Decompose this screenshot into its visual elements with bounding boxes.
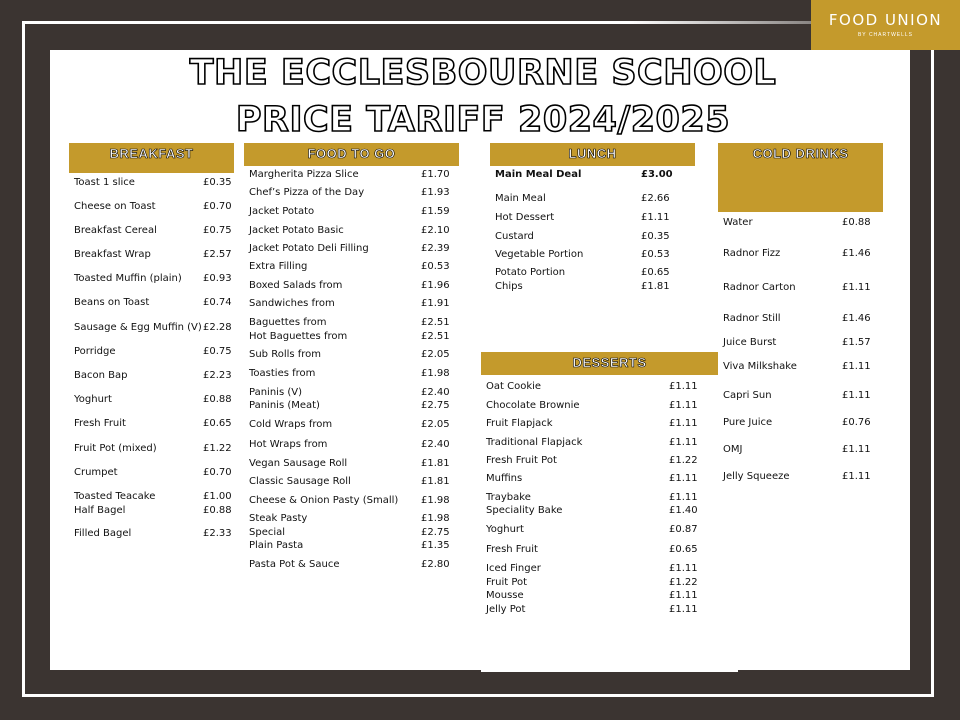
item-price: £2.80 bbox=[421, 559, 450, 570]
item-name: Breakfast Cereal bbox=[74, 225, 157, 236]
item-name: Main Meal bbox=[495, 193, 546, 204]
item-price: £1.96 bbox=[421, 280, 450, 291]
item-name: Water bbox=[723, 217, 753, 228]
item-name: Fresh Fruit bbox=[74, 418, 126, 429]
item-price: £1.11 bbox=[842, 471, 871, 482]
item-price: £2.57 bbox=[203, 249, 232, 260]
item-price: £1.11 bbox=[641, 212, 670, 223]
item-price: £1.11 bbox=[842, 282, 871, 293]
item-price: £0.76 bbox=[842, 417, 871, 428]
item-name: Jacket Potato Basic bbox=[249, 225, 344, 236]
item-name: Chips bbox=[495, 281, 523, 292]
item-price: £2.75 bbox=[421, 527, 450, 538]
item-price: £1.22 bbox=[669, 577, 698, 588]
item-price: £1.81 bbox=[641, 281, 670, 292]
item-name: Jacket Potato bbox=[249, 206, 315, 217]
item-name: Chocolate Brownie bbox=[486, 400, 580, 411]
item-price: £1.22 bbox=[203, 443, 232, 454]
item-price: £2.39 bbox=[421, 243, 450, 254]
item-name: Radnor Fizz bbox=[723, 248, 781, 259]
item-price: £0.53 bbox=[641, 249, 670, 260]
item-price: £0.35 bbox=[203, 177, 232, 188]
item-name: Traybake bbox=[486, 492, 531, 503]
food-to-go-header: FOOD TO GO bbox=[244, 143, 459, 166]
cold-drinks-header: COLD DRINKS bbox=[718, 143, 883, 212]
item-price: £1.11 bbox=[669, 473, 698, 484]
item-price: £1.46 bbox=[842, 248, 871, 259]
item-price: £1.98 bbox=[421, 368, 450, 379]
item-price: £1.11 bbox=[842, 390, 871, 401]
item-name: Fruit Pot bbox=[486, 577, 528, 588]
item-price: £0.53 bbox=[421, 261, 450, 272]
item-name: Hot Dessert bbox=[495, 212, 555, 223]
item-price: £2.33 bbox=[203, 528, 232, 539]
item-name: Porridge bbox=[74, 346, 116, 357]
title-tariff: PRICE TARIFF 2024/2025 bbox=[235, 100, 731, 140]
item-price: £1.70 bbox=[421, 169, 450, 180]
item-name: Classic Sausage Roll bbox=[249, 476, 351, 487]
item-price: £1.40 bbox=[669, 505, 698, 516]
item-price: £0.65 bbox=[203, 418, 232, 429]
item-price: £0.93 bbox=[203, 273, 232, 284]
item-name: Oat Cookie bbox=[486, 381, 542, 392]
item-price: £0.88 bbox=[842, 217, 871, 228]
item-name: Radnor Still bbox=[723, 313, 781, 324]
item-price: £1.11 bbox=[842, 444, 871, 455]
item-name: Custard bbox=[495, 231, 534, 242]
item-price: £1.98 bbox=[421, 513, 450, 524]
item-name: Breakfast Wrap bbox=[74, 249, 151, 260]
item-name: Cheese & Onion Pasty (Small) bbox=[249, 495, 399, 506]
item-name: Special bbox=[249, 527, 286, 538]
item-name: Radnor Carton bbox=[723, 282, 796, 293]
item-name: Potato Portion bbox=[495, 267, 566, 278]
item-name: Toasties from bbox=[249, 368, 316, 379]
item-price: £0.75 bbox=[203, 346, 232, 357]
item-name: Paninis (Meat) bbox=[249, 400, 320, 411]
item-name: Half Bagel bbox=[74, 505, 126, 516]
item-name: Plain Pasta bbox=[249, 540, 304, 551]
item-name: Paninis (V) bbox=[249, 387, 302, 398]
food-union-logo bbox=[811, 0, 960, 50]
item-price: £1.98 bbox=[421, 495, 450, 506]
item-name: Jelly Squeeze bbox=[723, 471, 790, 482]
item-price: £1.00 bbox=[203, 491, 232, 502]
item-price: £1.46 bbox=[842, 313, 871, 324]
item-name: Hot Baguettes from bbox=[249, 331, 348, 342]
item-name: Vegan Sausage Roll bbox=[249, 458, 348, 469]
item-price: £1.59 bbox=[421, 206, 450, 217]
item-price: £1.81 bbox=[421, 476, 450, 487]
item-price: £2.51 bbox=[421, 317, 450, 328]
item-name: Jelly Pot bbox=[486, 604, 526, 615]
item-name: Extra Filling bbox=[249, 261, 308, 272]
item-name: Filled Bagel bbox=[74, 528, 132, 539]
desserts-section bbox=[481, 352, 738, 672]
item-price: £0.65 bbox=[641, 267, 670, 278]
item-name: Pure Juice bbox=[723, 417, 773, 428]
item-price: £2.75 bbox=[421, 400, 450, 411]
item-name: Viva Milkshake bbox=[723, 361, 797, 372]
item-price: £2.05 bbox=[421, 419, 450, 430]
item-name: Baguettes from bbox=[249, 317, 327, 328]
item-price: £0.70 bbox=[203, 467, 232, 478]
item-name: Fruit Pot (mixed) bbox=[74, 443, 157, 454]
lunch-section bbox=[490, 143, 695, 303]
item-name: Juice Burst bbox=[723, 337, 777, 348]
item-price: £1.11 bbox=[669, 492, 698, 503]
item-name: Sandwiches from bbox=[249, 298, 335, 309]
item-price: £0.87 bbox=[669, 524, 698, 535]
item-name: Toast 1 slice bbox=[74, 177, 135, 188]
desserts-header: DESSERTS bbox=[481, 352, 738, 375]
item-name: Cold Wraps from bbox=[249, 419, 333, 430]
item-price: £2.66 bbox=[641, 193, 670, 204]
item-name: Boxed Salads from bbox=[249, 280, 343, 291]
item-price: £1.11 bbox=[669, 590, 698, 601]
item-price: £2.40 bbox=[421, 387, 450, 398]
item-name: Mousse bbox=[486, 590, 524, 601]
item-price: £1.22 bbox=[669, 455, 698, 466]
item-price: £2.05 bbox=[421, 349, 450, 360]
item-name: Capri Sun bbox=[723, 390, 772, 401]
item-name: Margherita Pizza Slice bbox=[249, 169, 359, 180]
breakfast-header: BREAKFAST bbox=[69, 143, 234, 173]
item-name: Main Meal Deal bbox=[495, 169, 582, 180]
item-name: Yoghurt bbox=[486, 524, 524, 535]
lunch-header: LUNCH bbox=[490, 143, 695, 166]
item-price: £1.93 bbox=[421, 187, 450, 198]
item-price: £2.40 bbox=[421, 439, 450, 450]
item-price: £1.11 bbox=[669, 563, 698, 574]
item-name: Beans on Toast bbox=[74, 297, 150, 308]
title-school: THE ECCLESBOURNE SCHOOL bbox=[189, 53, 777, 93]
item-price: £1.11 bbox=[669, 400, 698, 411]
item-price: £1.57 bbox=[842, 337, 871, 348]
item-price: £1.91 bbox=[421, 298, 450, 309]
item-price: £3.00 bbox=[641, 169, 673, 180]
item-price: £0.74 bbox=[203, 297, 232, 308]
item-price: £2.28 bbox=[203, 322, 232, 333]
item-name: Pasta Pot & Sauce bbox=[249, 559, 340, 570]
item-price: £1.11 bbox=[669, 418, 698, 429]
breakfast-section bbox=[69, 143, 234, 553]
item-price: £0.88 bbox=[203, 505, 232, 516]
item-price: £1.11 bbox=[669, 381, 698, 392]
item-name: Cheese on Toast bbox=[74, 201, 156, 212]
item-price: £1.11 bbox=[669, 437, 698, 448]
item-price: £2.23 bbox=[203, 370, 232, 381]
item-name: Fruit Flapjack bbox=[486, 418, 553, 429]
item-price: £1.11 bbox=[669, 604, 698, 615]
item-name: Sausage & Egg Muffin (V) bbox=[74, 322, 202, 333]
item-name: Sub Rolls from bbox=[249, 349, 322, 360]
food-to-go-section bbox=[244, 143, 459, 583]
item-name: Traditional Flapjack bbox=[486, 437, 583, 448]
item-price: £2.51 bbox=[421, 331, 450, 342]
item-price: £0.88 bbox=[203, 394, 232, 405]
item-name: Hot Wraps from bbox=[249, 439, 328, 450]
item-name: Speciality Bake bbox=[486, 505, 563, 516]
brand-name: FOOD UNION bbox=[828, 11, 943, 29]
item-price: £2.10 bbox=[421, 225, 450, 236]
item-name: Yoghurt bbox=[74, 394, 112, 405]
item-name: Bacon Bap bbox=[74, 370, 128, 381]
cold-drinks-section bbox=[718, 143, 883, 493]
item-price: £1.81 bbox=[421, 458, 450, 469]
item-name: Toasted Teacake bbox=[74, 491, 156, 502]
item-name: Vegetable Portion bbox=[495, 249, 584, 260]
item-name: OMJ bbox=[723, 444, 743, 455]
item-price: £0.75 bbox=[203, 225, 232, 236]
item-name: Chef’s Pizza of the Day bbox=[249, 187, 365, 198]
item-price: £0.35 bbox=[641, 231, 670, 242]
page-title bbox=[150, 50, 816, 144]
brand-subtitle: BY CHARTWELLS bbox=[857, 32, 914, 38]
item-name: Crumpet bbox=[74, 467, 118, 478]
item-name: Iced Finger bbox=[486, 563, 541, 574]
item-price: £1.11 bbox=[842, 361, 871, 372]
item-name: Fresh Fruit Pot bbox=[486, 455, 557, 466]
item-price: £0.70 bbox=[203, 201, 232, 212]
item-name: Fresh Fruit bbox=[486, 544, 538, 555]
item-name: Steak Pasty bbox=[249, 513, 308, 524]
item-name: Jacket Potato Deli Filling bbox=[249, 243, 369, 254]
item-price: £0.65 bbox=[669, 544, 698, 555]
item-name: Toasted Muffin (plain) bbox=[74, 273, 182, 284]
item-name: Muffins bbox=[486, 473, 523, 484]
item-price: £1.35 bbox=[421, 540, 450, 551]
